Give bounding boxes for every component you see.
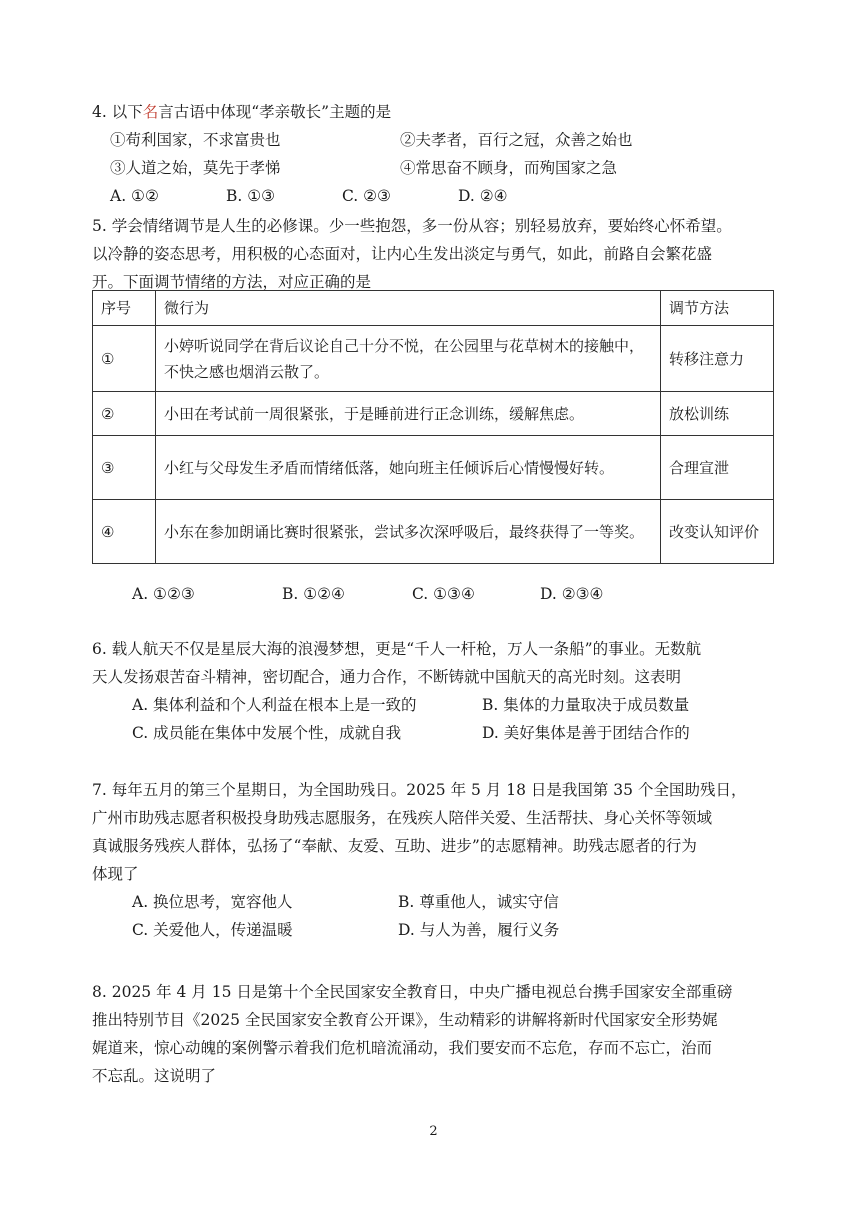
question-5-stem-line: 开。下面调节情绪的方法，对应正确的是: [92, 273, 372, 291]
question-7-stem-line: 广州市助残志愿者积极投身助残志愿服务，在残疾人陪伴关爱、生活帮扶、身心关怀等领域: [92, 809, 713, 827]
row-number: ④: [93, 500, 156, 564]
row-behavior: 小红与父母发生矛盾而情绪低落，她向班主任倾诉后心情慢慢好转。: [156, 436, 661, 500]
question-7-stem-line: 7. 每年五月的第三个星期日，为全国助残日。2025 年 5 月 18 日是我国第 35 个全国助残日，: [92, 781, 747, 799]
table-row: [93, 436, 774, 500]
question-6-options-row-1: [132, 691, 782, 719]
question-4-items-row-1: [110, 126, 782, 154]
item: ①苟利国家，不求富贵也: [110, 131, 281, 149]
option-a: A. 换位思考，宽容他人: [132, 893, 293, 911]
question-4-items-row-2: [110, 154, 782, 182]
question-6: [92, 635, 782, 747]
emotion-regulation-table: [92, 290, 774, 564]
question-4-stem: 4. 以下名言古语中体现“孝亲敬长”主题的是: [92, 103, 392, 121]
row-method: 放松训练: [661, 392, 774, 436]
header-cell: 序号: [93, 291, 156, 326]
row-method: 转移注意力: [661, 326, 774, 392]
option-b: B. ①②④: [282, 585, 345, 603]
table-row: [93, 326, 774, 392]
question-8-stem-line: 娓道来，惊心动魄的案例警示着我们危机暗流涌动，我们要安而不忘危，存而不忘亡，治而: [92, 1039, 713, 1057]
row-behavior: 小婷听说同学在背后议论自己十分不悦，在公园里与花草树木的接触中，不快之感也烟消云散了。: [156, 326, 661, 392]
question-4-options: [110, 182, 782, 210]
option-a: A. ①②: [110, 187, 159, 205]
question-8-stem-line: 不忘乱。这说明了: [92, 1067, 217, 1085]
question-5-stem-line: 5. 学会情绪调节是人生的必修课。少一些抱怨，多一份从容；别轻易放弃，要始终心怀希望。: [92, 217, 732, 235]
question-8-stem-line: 8. 2025 年 4 月 15 日是第十个全民国家安全教育日，中央广播电视总台携手国家安全部重磅: [92, 983, 733, 1001]
question-6-stem-line: 6. 载人航天不仅是星辰大海的浪漫梦想，更是“千人一杆枪，万人一条船”的事业。无数航: [92, 640, 702, 658]
option-c: C. 关爱他人，传递温暖: [132, 921, 293, 939]
row-behavior: 小东在参加朗诵比赛时很紧张，尝试多次深呼吸后，最终获得了一等奖。: [156, 500, 661, 564]
table-header-row: [93, 291, 774, 326]
option-c: C. 成员能在集体中发展个性，成就自我: [132, 724, 402, 742]
option-d: D. 美好集体是善于团结合作的: [482, 724, 690, 742]
header-cell: 微行为: [156, 291, 661, 326]
row-number: ③: [93, 436, 156, 500]
item: ③人道之始，莫先于孝悌: [110, 159, 281, 177]
question-4: [92, 98, 782, 210]
question-7-stem-line: 体现了: [92, 865, 139, 883]
option-a: A. 集体利益和个人利益在根本上是一致的: [132, 696, 417, 714]
table-row: [93, 392, 774, 436]
option-b: B. 尊重他人，诚实守信: [398, 893, 559, 911]
question-7: [92, 776, 782, 944]
question-7-options-row-2: [132, 916, 782, 944]
question-6-stem-line: 天人发扬艰苦奋斗精神，密切配合，通力合作，不断铸就中国航天的高光时刻。这表明: [92, 668, 682, 686]
option-d: D. ②④: [458, 187, 508, 205]
option-b: B. ①③: [226, 187, 276, 205]
row-method: 合理宣泄: [661, 436, 774, 500]
question-8-stem-line: 推出特别节目《2025 全民国家安全教育公开课》，生动精彩的讲解将新时代国家安全形势娓: [92, 1011, 718, 1029]
item: ④常思奋不顾身，而殉国家之急: [400, 159, 618, 177]
row-number: ②: [93, 392, 156, 436]
option-d: D. ②③④: [540, 585, 604, 603]
question-5-stem-line: 以冷静的姿态思考，用积极的心态面对，让内心生发出淡定与勇气，如此，前路自会繁花盛: [92, 245, 713, 263]
row-behavior: 小田在考试前一周很紧张，于是睡前进行正念训练，缓解焦虑。: [156, 392, 661, 436]
page-number: 2: [429, 1124, 438, 1139]
option-b: B. 集体的力量取决于成员数量: [482, 696, 690, 714]
question-5-options: [132, 580, 732, 608]
question-7-stem-line: 真诚服务残疾人群体，弘扬了“奉献、友爱、互助、进步”的志愿精神。助残志愿者的行为: [92, 837, 697, 855]
question-5: [92, 212, 782, 296]
question-8: [92, 978, 782, 1090]
option-c: C. ①③④: [412, 585, 475, 603]
handwritten-mark: 名: [142, 103, 159, 121]
row-number: ①: [93, 326, 156, 392]
row-method: 改变认知评价: [661, 500, 774, 564]
option-d: D. 与人为善，履行义务: [398, 921, 560, 939]
question-7-options-row-1: [132, 888, 782, 916]
header-cell: 调节方法: [661, 291, 774, 326]
option-a: A. ①②③: [132, 585, 195, 603]
table-row: [93, 500, 774, 564]
question-6-options-row-2: [132, 719, 782, 747]
option-c: C. ②③: [342, 187, 391, 205]
item: ②夫孝者，百行之冠，众善之始也: [400, 131, 633, 149]
